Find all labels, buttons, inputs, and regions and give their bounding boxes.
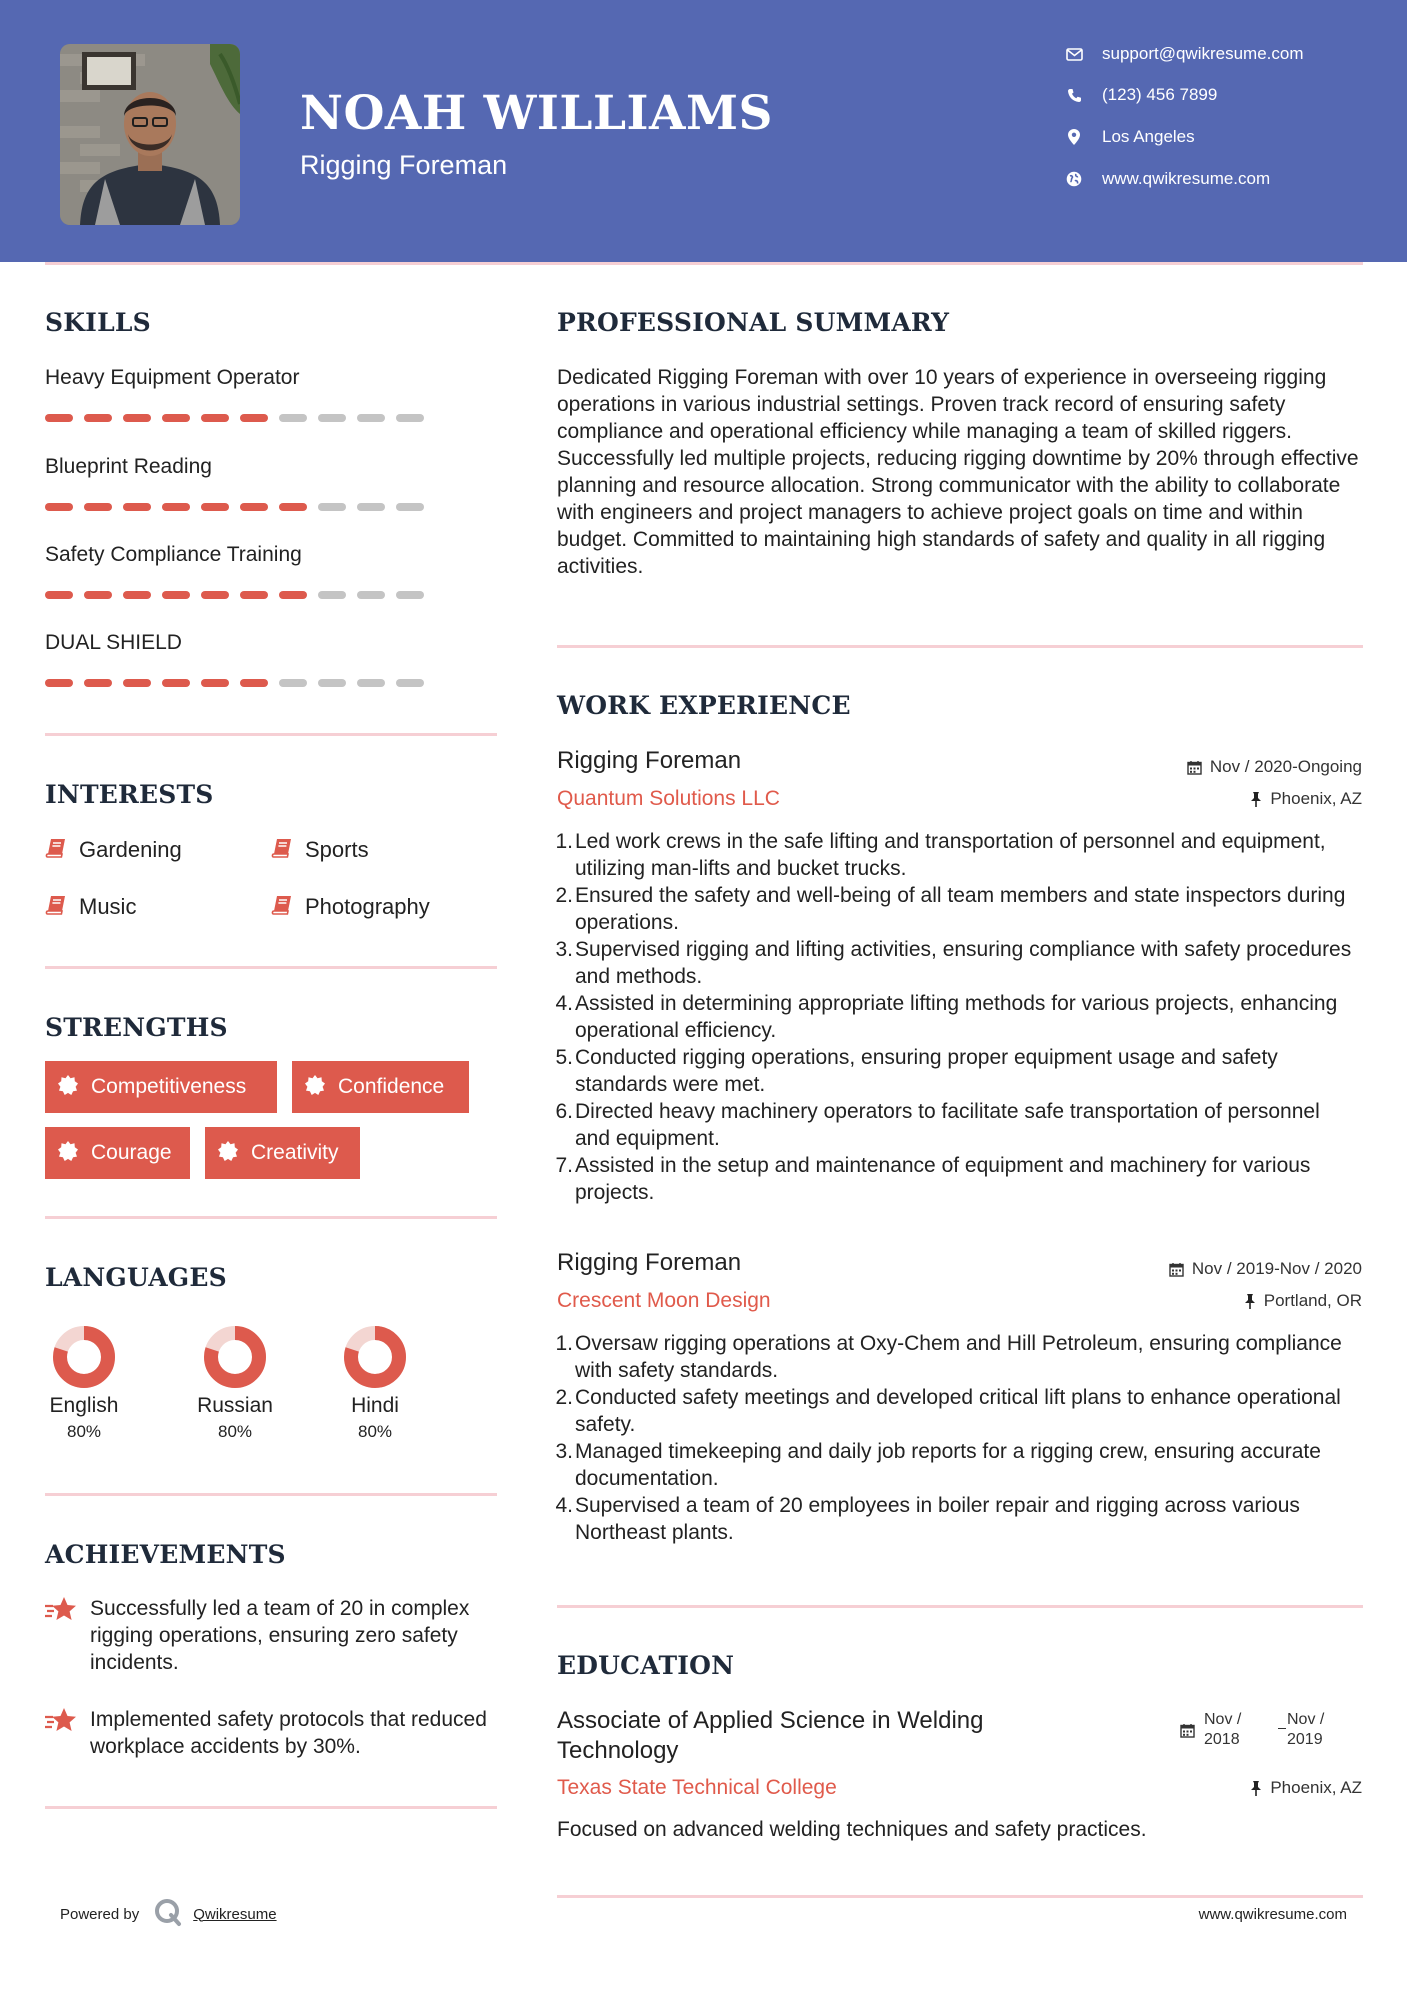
job-location-text: Portland, OR: [1263, 1291, 1362, 1310]
skill-dash-empty: [357, 414, 385, 422]
skill-dash-filled: [201, 679, 229, 687]
skill-dash-filled: [279, 503, 307, 511]
skill-dash-filled: [123, 414, 151, 422]
summary-heading: PROFESSIONAL SUMMARY: [557, 308, 950, 337]
star-icon: [44, 1595, 78, 1676]
book-icon: [271, 895, 293, 920]
languages-heading: LANGUAGES: [45, 1263, 227, 1292]
skill-dash-filled: [201, 414, 229, 422]
skill-dash-filled: [240, 591, 268, 599]
skill-dash-filled: [45, 503, 73, 511]
date-separator: [1278, 1728, 1286, 1729]
pushpin-icon: [1250, 1781, 1262, 1796]
skill-rating-bar: [45, 679, 424, 687]
skill-dash-filled: [45, 414, 73, 422]
language-percent: 80%: [66, 1422, 102, 1441]
job-dates-text: Nov / 2019-Nov / 2020: [1191, 1259, 1362, 1278]
language-proficiency-ring: [49, 1322, 119, 1392]
skill-dash-filled: [162, 679, 190, 687]
skill-dash-filled: [123, 679, 151, 687]
skill-dash-filled: [84, 679, 112, 687]
language-name: Russian: [197, 1394, 273, 1417]
interest-label: Music: [79, 894, 137, 919]
contact-location: [1065, 122, 1405, 152]
skill-dash-filled: [162, 503, 190, 511]
badge-icon: [217, 1140, 239, 1167]
list-item: 2. Conducted safety meetings and developed critical lift plans to enhance operational safety.: [555, 1386, 1341, 1436]
company-name: Crescent Moon Design: [557, 1289, 771, 1312]
skill-name: DUAL SHIELD: [45, 631, 182, 654]
section-divider: [557, 1895, 1363, 1898]
interest-label: Gardening: [79, 837, 182, 862]
envelope-icon: [1065, 45, 1083, 63]
skill-rating-bar: [45, 503, 424, 511]
skill-dash-filled: [45, 679, 73, 687]
star-icon: [44, 1706, 78, 1760]
candidate-title: Rigging Foreman: [300, 150, 508, 180]
job-title: Rigging Foreman: [557, 1249, 742, 1276]
skills-heading: SKILLS: [45, 308, 151, 337]
contact-email-text: support@qwikresume.com: [1102, 44, 1304, 63]
list-item: 1. Oversaw rigging operations at Oxy-Chem and Hill Petroleum, ensuring compliance with safety standards.: [555, 1332, 1342, 1382]
interest-item: [271, 835, 369, 865]
list-item: 4. Supervised a team of 20 employees in boiler repair and rigging across various Northeast plants.: [555, 1494, 1300, 1544]
list-item: 4. Assisted in determining appropriate lifting methods for various projects, enhancing operational efficiency.: [555, 992, 1338, 1042]
achievement-text: Implemented safety protocols that reduced workplace accidents by 30%.: [90, 1708, 487, 1758]
powered-by-text: Powered by: [60, 1905, 140, 1923]
strength-badge: [292, 1061, 469, 1113]
skill-dash-filled: [45, 591, 73, 599]
strength-badge: [45, 1061, 277, 1113]
footer-website[interactable]: www.qwikresume.com: [1198, 1906, 1347, 1923]
list-item: 3. Supervised rigging and lifting activities, ensuring compliance with safety procedures and methods.: [555, 938, 1352, 988]
interest-item: [45, 835, 182, 865]
skill-dash-empty: [396, 414, 424, 422]
skill-rating-bar: [45, 591, 424, 599]
contact-email[interactable]: [1065, 39, 1405, 69]
job-location: [1244, 1291, 1362, 1311]
interest-label: Photography: [305, 894, 430, 919]
contact-phone-text: (123) 456 7899: [1102, 85, 1218, 104]
skill-dash-filled: [279, 591, 307, 599]
education-location: [1250, 1778, 1362, 1798]
education-start-date: Nov / 2018: [1204, 1711, 1242, 1748]
education-location-text: Phoenix, AZ: [1270, 1778, 1362, 1797]
company-name: Quantum Solutions LLC: [557, 787, 780, 810]
skill-dash-filled: [123, 591, 151, 599]
job-title: Rigging Foreman: [557, 747, 742, 774]
skill-dash-empty: [318, 503, 346, 511]
strength-badge: [45, 1127, 190, 1179]
language-item: [180, 1322, 290, 1442]
interest-item: [45, 892, 136, 922]
education-end-date: Nov / 2019: [1287, 1711, 1325, 1748]
interest-item: [271, 892, 430, 922]
calendar-icon: [1187, 760, 1202, 775]
achievement-item: [44, 1595, 494, 1676]
strength-label: Competitiveness: [91, 1075, 247, 1098]
section-divider: [557, 645, 1363, 648]
strength-label: Creativity: [251, 1141, 339, 1164]
list-item: 3. Managed timekeeping and daily job reports for a rigging crew, ensuring accurate documentation.: [555, 1440, 1321, 1490]
calendar-icon: [1169, 1262, 1184, 1277]
skill-dash-filled: [162, 414, 190, 422]
badge-icon: [57, 1074, 79, 1101]
language-percent: 80%: [357, 1422, 393, 1441]
language-proficiency-ring: [200, 1322, 270, 1392]
contact-location-text: Los Angeles: [1102, 127, 1195, 146]
job-dates: [1169, 1259, 1362, 1279]
education-heading: EDUCATION: [557, 1651, 735, 1680]
skill-dash-empty: [396, 679, 424, 687]
skill-dash-empty: [357, 503, 385, 511]
skill-dash-empty: [357, 591, 385, 599]
language-name: Hindi: [351, 1394, 399, 1417]
skill-dash-empty: [396, 591, 424, 599]
profile-photo: [60, 44, 240, 225]
resume-header: [0, 0, 1407, 262]
language-percent: 80%: [217, 1422, 253, 1441]
book-icon: [271, 838, 293, 863]
candidate-name: NOAH WILLIAMS: [300, 86, 773, 141]
job-duties-list: [553, 828, 1353, 1206]
location-pin-icon: [1065, 128, 1083, 146]
list-item: 1. Led work crews in the safe lifting and transportation of personnel and equipment, utilizing man-lifts and bucket trucks.: [555, 830, 1326, 880]
book-icon: [45, 838, 67, 863]
education-description: Focused on advanced welding techniques and safety practices.: [557, 1818, 1147, 1841]
experience-heading: WORK EXPERIENCE: [557, 691, 851, 720]
language-name: English: [49, 1394, 119, 1417]
skill-dash-filled: [123, 503, 151, 511]
skill-dash-filled: [240, 503, 268, 511]
skill-dash-empty: [318, 414, 346, 422]
globe-icon: [1065, 170, 1083, 188]
skill-dash-filled: [201, 591, 229, 599]
language-item: [29, 1322, 139, 1442]
skill-dash-filled: [240, 679, 268, 687]
skill-dash-filled: [201, 503, 229, 511]
header-divider: [45, 262, 1363, 265]
school-name: Texas State Technical College: [557, 1776, 837, 1799]
job-location: [1250, 789, 1362, 809]
section-divider: [45, 1806, 497, 1809]
skill-dash-empty: [318, 591, 346, 599]
interests-heading: INTERESTS: [45, 780, 214, 809]
skill-dash-empty: [318, 679, 346, 687]
strength-badge: [205, 1127, 360, 1179]
contact-phone[interactable]: [1065, 80, 1405, 110]
section-divider: [557, 1605, 1363, 1608]
strengths-heading: STRENGTHS: [45, 1013, 228, 1042]
skill-dash-filled: [240, 414, 268, 422]
badge-icon: [57, 1140, 79, 1167]
badge-icon: [304, 1074, 326, 1101]
skill-rating-bar: [45, 414, 424, 422]
section-divider: [45, 1493, 497, 1496]
job-dates-text: Nov / 2020-Ongoing: [1209, 757, 1362, 776]
strength-label: Courage: [91, 1141, 172, 1164]
contact-website-text: www.qwikresume.com: [1102, 169, 1271, 188]
job-duties-list: [553, 1330, 1353, 1546]
pushpin-icon: [1244, 1294, 1256, 1309]
skill-name: Blueprint Reading: [45, 455, 212, 478]
skill-dash-filled: [84, 591, 112, 599]
list-item: 5. Conducted rigging operations, ensuring proper equipment usage and safety standards were met.: [555, 1046, 1278, 1096]
list-item: 6. Directed heavy machinery operators to facilitate safe transportation of personnel and equipment.: [555, 1100, 1320, 1150]
calendar-icon: [1180, 1723, 1195, 1743]
section-divider: [45, 966, 497, 969]
list-item: 7. Assisted in the setup and maintenance of equipment and machinery for various projects.: [555, 1154, 1311, 1204]
qwikresume-logo-icon: [153, 1897, 183, 1931]
skill-name: Heavy Equipment Operator: [45, 366, 300, 389]
skill-dash-filled: [84, 503, 112, 511]
job-location-text: Phoenix, AZ: [1270, 789, 1362, 808]
skill-dash-filled: [84, 414, 112, 422]
degree-title: Associate of Applied Science in Welding Technology: [557, 1707, 984, 1764]
qwikresume-link[interactable]: Qwikresume: [193, 1905, 277, 1923]
job-dates: [1187, 757, 1362, 777]
summary-text: Dedicated Rigging Foreman with over 10 years of experience in overseeing rigging operations in various industrial settings. Proven track record of ensuring safety compliance and operational efficiency while managing a team of skilled riggers. Successfully led multiple projects, reducing rigging downtime by 20% through effective planning and resource allocation. Strong communicator with the ability to collaborate with engineers and project managers to achieve project goals on time and within budget. Committed to maintaining high standards of safety and quality in all rigging activities.: [557, 366, 1359, 578]
powered-by: [60, 1897, 277, 1931]
achievements-heading: ACHIEVEMENTS: [45, 1540, 286, 1569]
skill-name: Safety Compliance Training: [45, 543, 302, 566]
skill-dash-filled: [162, 591, 190, 599]
pushpin-icon: [1250, 792, 1262, 807]
achievement-item: [44, 1706, 494, 1760]
strength-label: Confidence: [338, 1075, 445, 1098]
list-item: 2. Ensured the safety and well-being of all team members and state inspectors during operations.: [555, 884, 1346, 934]
skill-dash-empty: [357, 679, 385, 687]
language-item: [320, 1322, 430, 1442]
section-divider: [45, 733, 497, 736]
contact-website[interactable]: [1065, 164, 1405, 194]
skill-dash-empty: [279, 679, 307, 687]
interest-label: Sports: [305, 837, 369, 862]
skill-dash-empty: [396, 503, 424, 511]
skill-dash-empty: [279, 414, 307, 422]
achievement-text: Successfully led a team of 20 in complex rigging operations, ensuring zero safety incidents.: [90, 1597, 470, 1674]
language-proficiency-ring: [340, 1322, 410, 1392]
phone-icon: [1065, 86, 1083, 104]
book-icon: [45, 895, 67, 920]
section-divider: [45, 1216, 497, 1219]
